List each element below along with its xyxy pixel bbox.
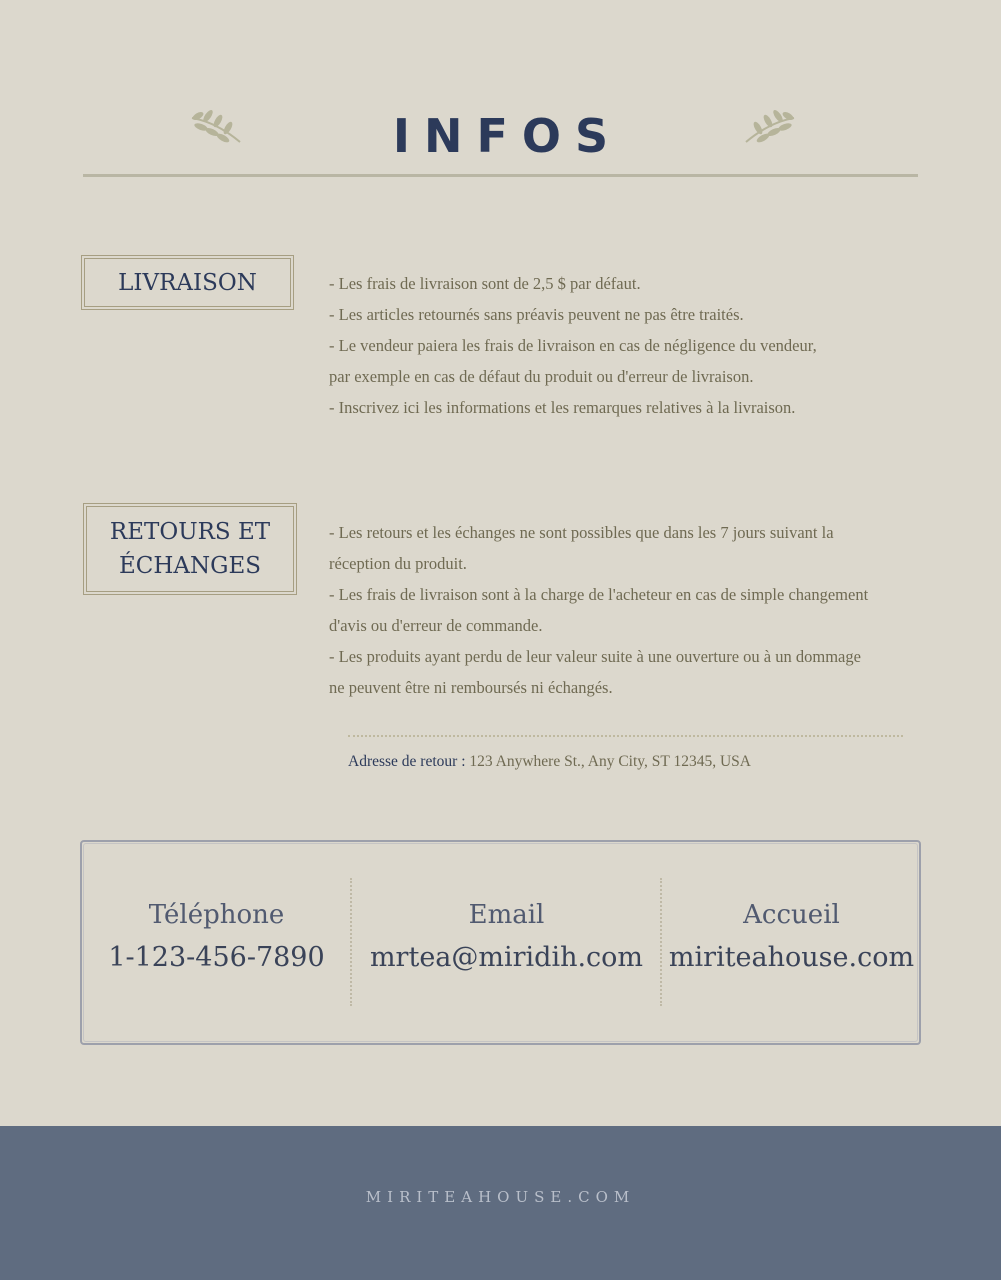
livraison-heading-box [81,255,294,310]
retours-line: - Les produits ayant perdu de leur valeur suite à une ouverture ou à un dommage [329,647,861,666]
retours-heading-box [83,503,297,595]
livraison-line: par exemple en cas de défaut du produit ou d'erreur de livraison. [329,367,754,386]
retours-line: d'avis ou d'erreur de commande. [329,616,543,635]
retours-line: - Les retours et les échanges ne sont possibles que dans les 7 jours suivant la [329,523,834,542]
address-divider [348,735,903,737]
livraison-line: - Les frais de livraison sont de 2,5 $ par défaut. [329,274,641,293]
address-value: 123 Anywhere St., Any City, ST 12345, USA [469,753,751,770]
contact-email [351,842,662,1043]
retours-line: réception du produit. [329,554,467,573]
livraison-text [329,268,949,423]
contact-home [662,842,921,1043]
livraison-line: - Le vendeur paiera les frais de livraison en cas de négligence du vendeur, [329,336,817,355]
header-divider [83,174,918,177]
return-address [348,750,751,774]
livraison-line: - Inscrivez ici les informations et les remarques relatives à la livraison. [329,398,796,417]
footer-website[interactable]: MIRITEAHOUSE.COM [365,1188,636,1206]
home-label: Accueil [743,900,840,930]
page-title: INFOS [392,109,623,163]
livraison-line: - Les articles retournés sans préavis peuvent ne pas être traités. [329,305,744,324]
retours-heading-line1: RETOURS ET [109,519,271,545]
email-value[interactable]: mrtea@miridih.com [369,942,644,973]
home-value[interactable]: miriteahouse.com [668,942,915,973]
phone-value[interactable]: 1-123-456-7890 [108,942,325,973]
laurel-branch-icon [742,110,798,150]
retours-line: ne peuvent être ni remboursés ni échangés. [329,678,613,697]
retours-heading-line2: ÉCHANGES [118,553,262,579]
livraison-heading: LIVRAISON [118,270,257,296]
retours-text [329,517,949,703]
contact-phone [82,842,351,1043]
contact-box [80,840,921,1045]
address-label: Adresse de retour : [348,753,466,770]
retours-line: - Les frais de livraison sont à la charge de l'acheteur en cas de simple changement [329,585,869,604]
email-label: Email [468,900,545,930]
phone-label: Téléphone [148,900,285,930]
